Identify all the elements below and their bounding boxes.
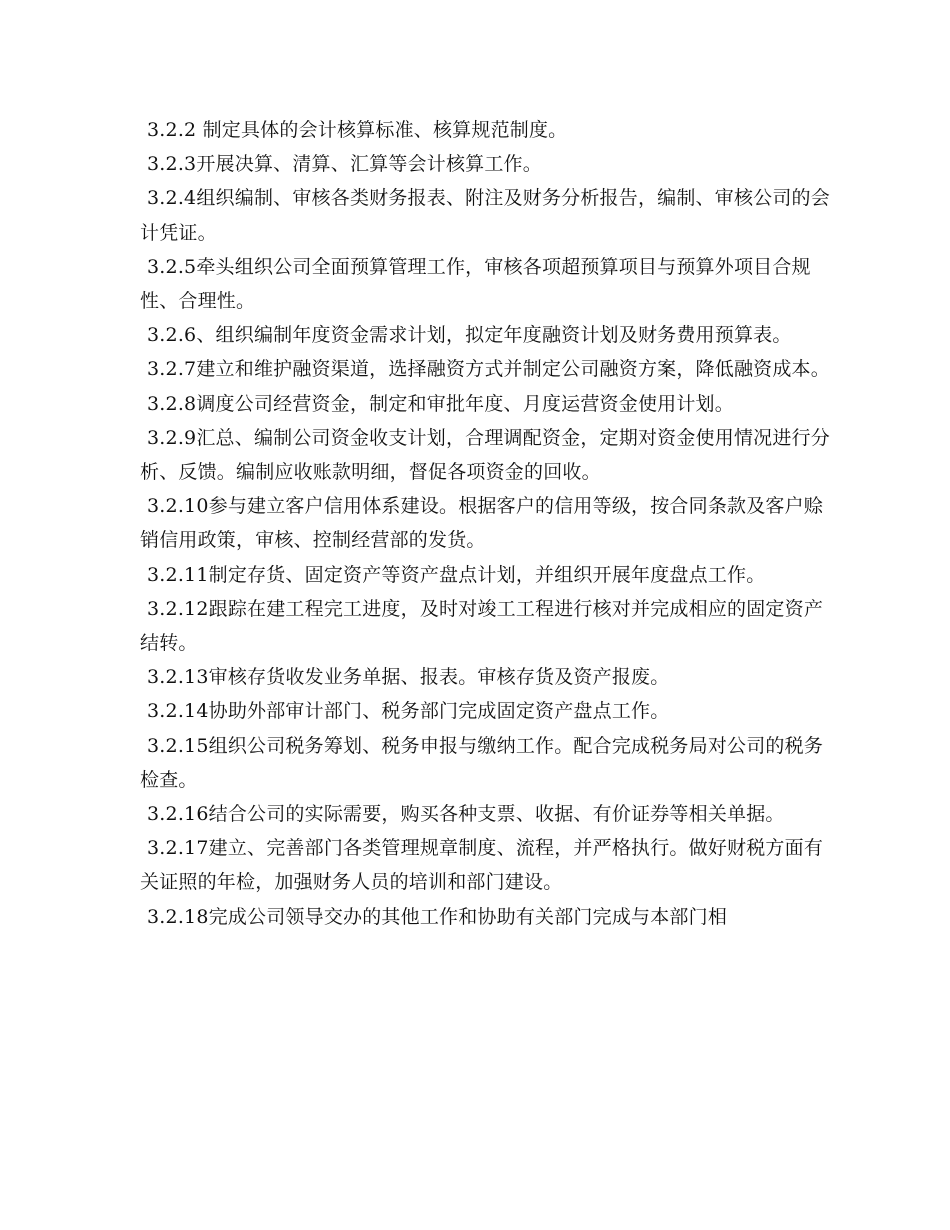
paragraph-3-2-3: 3.2.3开展决算、清算、汇算等会计核算工作。 — [147, 153, 542, 176]
paragraph-3-2-10: 3.2.10参与建立客户信用体系建设。根据客户的信用等级，按合同条款及客户赊销信用政策，审核、控制经营部的发货。 — [140, 495, 824, 552]
paragraph-3-2-13: 3.2.13审核存货收发业务单据、报表。审核存货及资产报废。 — [147, 666, 670, 689]
paragraph-3-2-4: 3.2.4组织编制、审核各类财务报表、附注及财务分析报告，编制、审核公司的会计凭证。 — [140, 187, 830, 244]
paragraph-3-2-5: 3.2.5牵头组织公司全面预算管理工作，审核各项超预算项目与预算外项目合规性、合理性。 — [140, 255, 811, 313]
document-body — [140, 113, 830, 934]
paragraph-3-2-7: 3.2.7建立和维护融资渠道，选择融资方式并制定公司融资方案，降低融资成本。 — [147, 358, 830, 381]
paragraph-3-2-11: 3.2.11制定存货、固定资产等资产盘点计划，并组织开展年度盘点工作。 — [147, 563, 766, 586]
paragraph-3-2-12: 3.2.12跟踪在建工程完工进度，及时对竣工工程进行核对并完成相应的固定资产结转。 — [140, 597, 824, 655]
paragraph-3-2-18: 3.2.18完成公司领导交办的其他工作和协助有关部门完成与本部门相 — [147, 905, 728, 928]
paragraph-3-2-14: 3.2.14协助外部审计部门、税务部门完成固定资产盘点工作。 — [147, 700, 670, 723]
paragraph-3-2-8: 3.2.8调度公司经营资金，制定和审批年度、月度运营资金使用计划。 — [147, 392, 734, 415]
paragraph-3-2-6: 3.2.6、组织编制年度资金需求计划，拟定年度融资计划及财务费用预算表。 — [147, 324, 792, 347]
paragraph-3-2-9: 3.2.9汇总、编制公司资金收支计划，合理调配资金，定期对资金使用情况进行分析、反馈。编制应收账款明细，督促各项资金的回收。 — [140, 426, 830, 484]
paragraph-3-2-2: 3.2.2 制定具体的会计核算标准、核算规范制度。 — [147, 119, 568, 141]
paragraph-3-2-17: 3.2.17建立、完善部门各类管理规章制度、流程，并严格执行。做好财税方面有关证照的年检，加强财务人员的培训和部门建设。 — [140, 837, 824, 894]
paragraph-3-2-16: 3.2.16结合公司的实际需要，购买各种支票、收据、有价证券等相关单据。 — [147, 803, 785, 826]
paragraph-3-2-15: 3.2.15组织公司税务筹划、税务申报与缴纳工作。配合完成税务局对公司的税务检查。 — [140, 734, 824, 791]
